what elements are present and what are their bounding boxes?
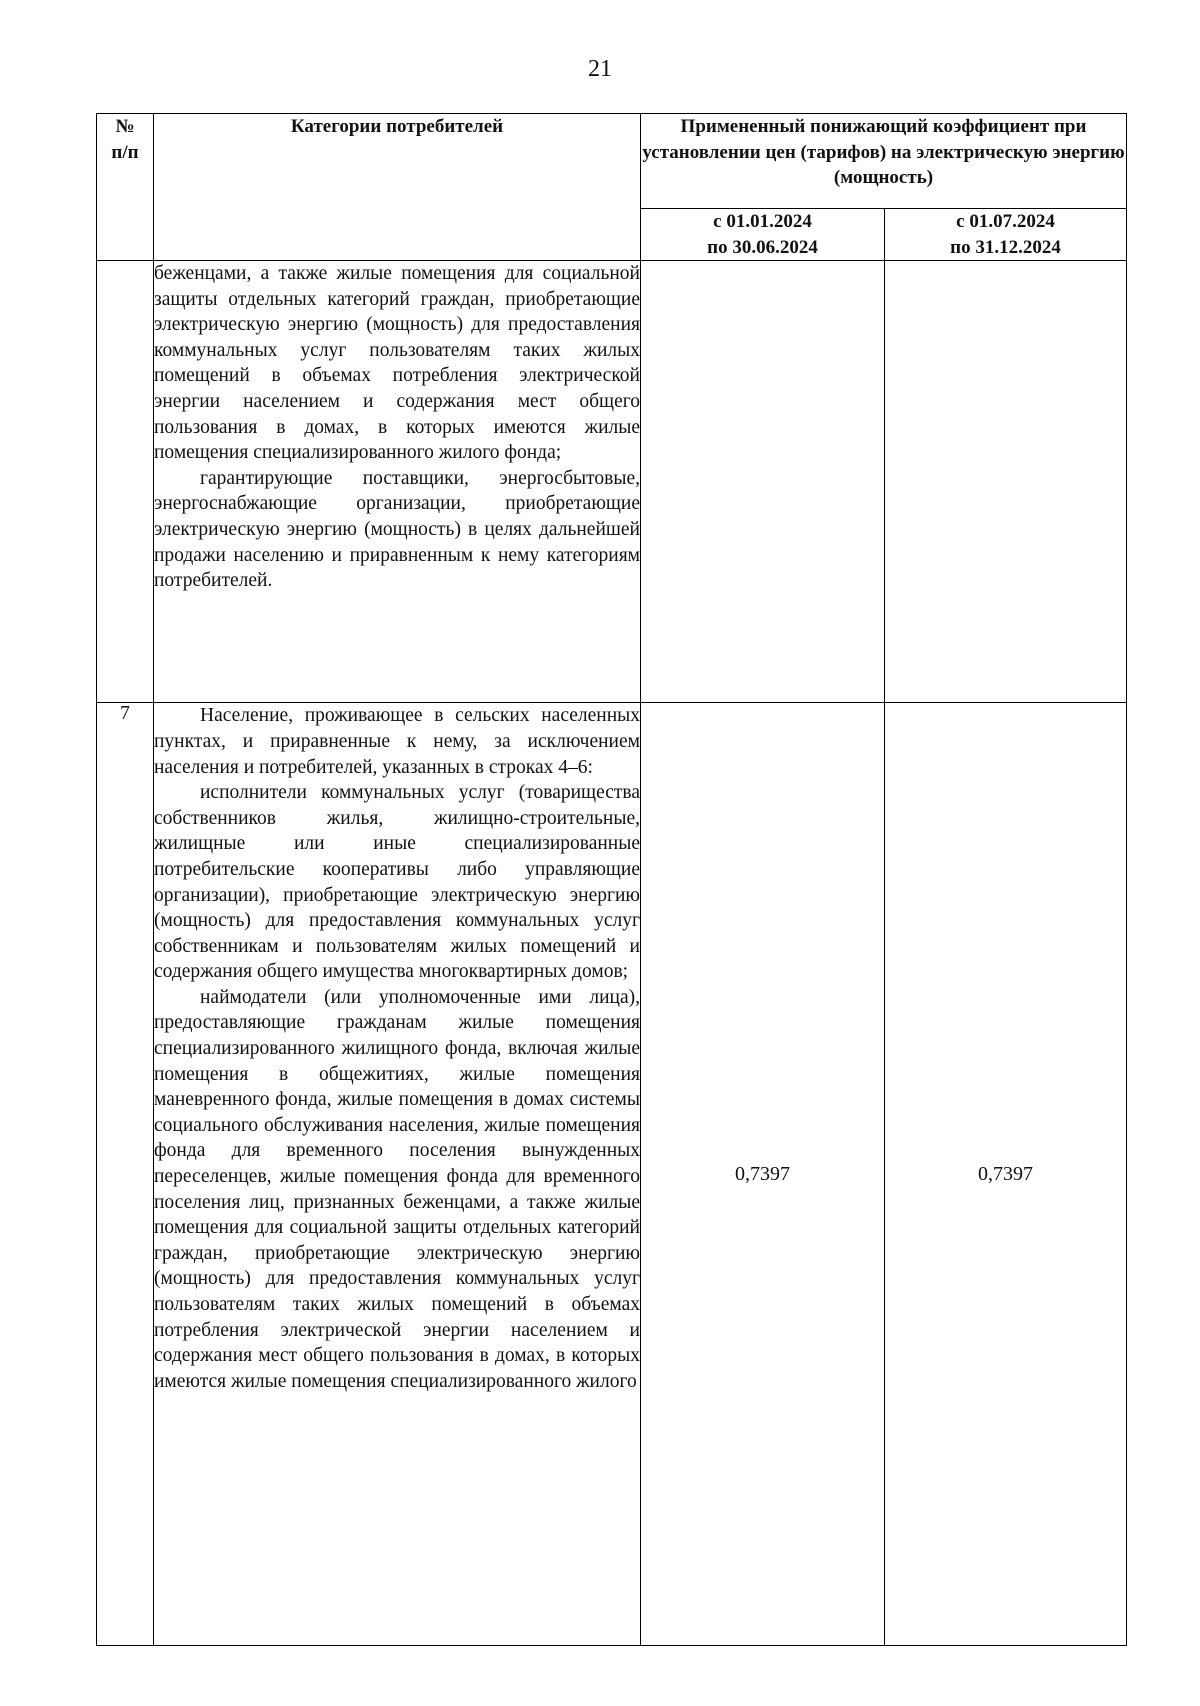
table-header-row (97, 114, 1127, 209)
row-number (97, 261, 154, 703)
row-number: 7 (97, 703, 154, 1646)
header-period-2: с 01.07.2024 по 31.12.2024 (885, 209, 1127, 261)
header-period-1: с 01.01.2024 по 30.06.2024 (641, 209, 885, 261)
category-text (154, 261, 641, 703)
category-text (154, 703, 641, 1646)
tariff-coefficient-table (96, 113, 1127, 1646)
coefficient-value-2 (885, 261, 1127, 703)
coefficient-value-2: 0,7397 (885, 703, 1127, 1646)
header-number: № п/п (97, 114, 154, 261)
category-paragraph: беженцами, а также жилые помещения для социальной защиты отдельных категорий граждан, приобретающие электрическую энергию (мощность) для предоставления коммунальных услуг пользователям таких жилых помещений в объемах потребления электрической энергии населением и содержания мест общего пользования в домах, в которых имеются жилые помещения специализированного жилого фонда; (154, 263, 640, 464)
header-coefficient: Примененный понижающий коэффициент при установлении цен (тарифов) на электрическую энергию (мощность) (641, 114, 1127, 209)
category-paragraph: Население, проживающее в сельских населенных пунктах, и приравненные к нему, за исключением населения и потребителей, указанных в строках 4–6: (154, 705, 640, 778)
table-row-7 (97, 703, 1127, 1646)
coefficient-value-1: 0,7397 (641, 703, 885, 1646)
category-paragraph: наймодатели (или уполномоченные ими лица), предоставляющие гражданам жилые помещения специализированного жилищного фонда, включая жилые помещения в общежитиях, жилые помещения маневренного фонда, жилые помещения в домах системы социального обслуживания населения, жилые помещения фонда для временного поселения вынужденных переселенцев, жилые помещения фонда для временного поселения лиц, признанных беженцами, а также жилые помещения для социальной защиты отдельных категорий граждан, приобретающие электрическую энергию (мощность) для предоставления коммунальных услуг пользователям таких жилых помещений в объемах потребления электрической энергии населением и содержания мест общего пользования в домах, в которых имеются жилые помещения специализированного жилого (154, 986, 640, 1392)
coefficient-value-1 (641, 261, 885, 703)
category-paragraph: гарантирующие поставщики, энергосбытовые, энергоснабжающие организации, приобретающие электрическую энергию (мощность) в целях дальнейшей продажи населению и приравненным к нему категориям потребителей. (154, 467, 640, 592)
category-paragraph: исполнители коммунальных услуг (товарищества собственников жилья, жилищно-строительные, жилищные или иные специализированные потребительские кооперативы либо управляющие организации), приобретающие электрическую энергию (мощность) для предоставления коммунальных услуг собственникам и пользователям жилых помещений и содержания общего имущества многоквартирных домов; (154, 782, 640, 983)
header-category: Категории потребителей (154, 114, 641, 261)
page-number: 21 (588, 56, 612, 82)
table-row-continuation (97, 261, 1127, 703)
